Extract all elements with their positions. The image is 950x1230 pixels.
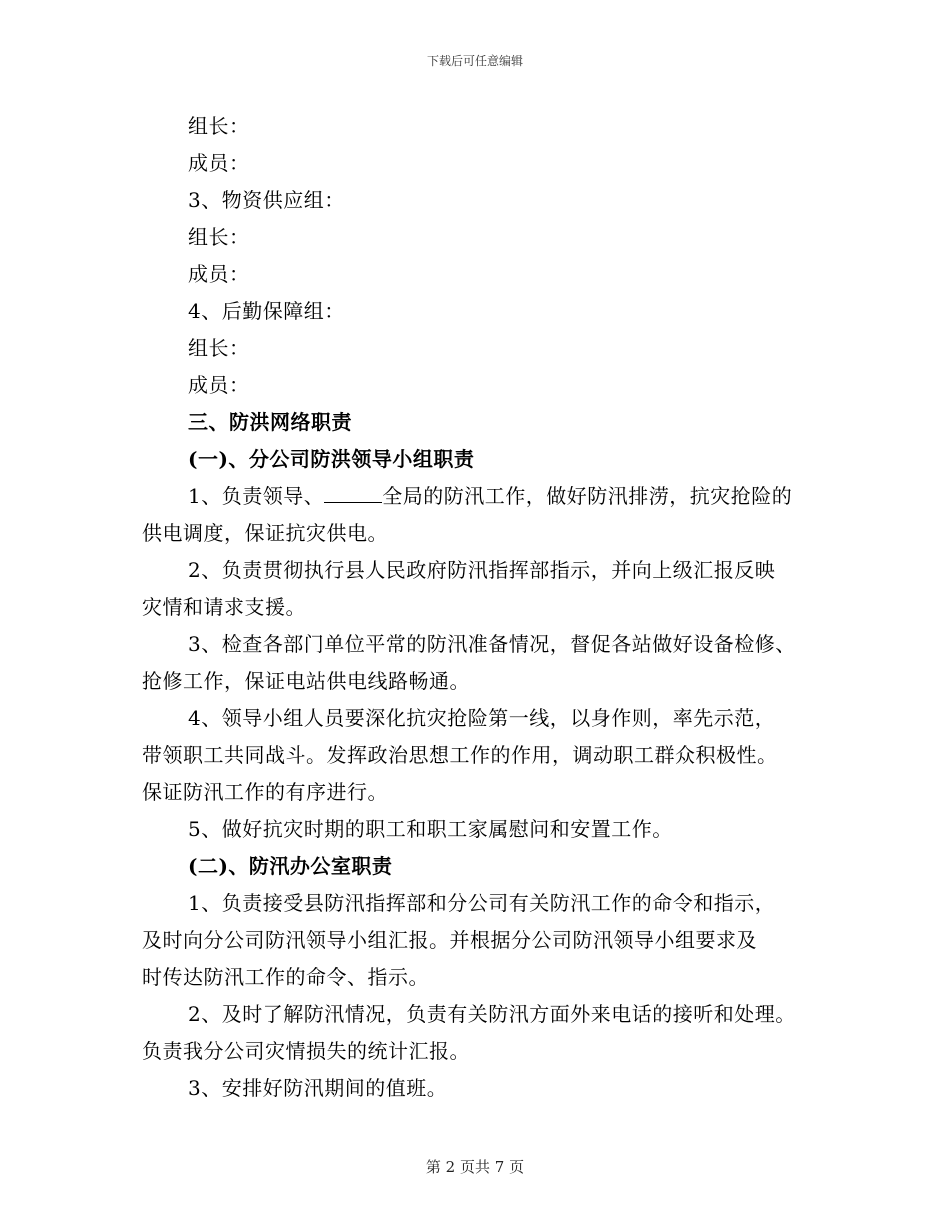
page-header: 下载后可任意编辑 (426, 54, 523, 68)
paragraph-line: 及时向分公司防汛领导小组汇报。并根据分公司防汛领导小组要求及 (142, 928, 757, 952)
blank-underline (324, 484, 382, 503)
text-line: 组长： (188, 336, 250, 360)
text-line: 成员： (188, 373, 250, 397)
paragraph-line: 1、负责接受县防汛指挥部和分公司有关防汛工作的命令和指示， (188, 891, 776, 915)
paragraph-line: 4、领导小组人员要深化抗灾抢险第一线，以身作则，率先示范， (188, 706, 776, 730)
subsection-heading: (一)、分公司防洪领导小组职责 (188, 447, 475, 471)
text-line: 组长： (188, 225, 250, 249)
paragraph-line: 带领职工共同战斗。发挥政治思想工作的作用，调动职工群众积极性。 (142, 743, 778, 767)
paragraph-line: 时传达防汛工作的命令、指示。 (142, 965, 429, 989)
paragraph-line: 2、及时了解防汛情况，负责有关防汛方面外来电话的接听和处理。 (188, 1002, 796, 1026)
text-line: 成员： (188, 262, 250, 286)
text-line: 4、后勤保障组： (188, 299, 345, 323)
paragraph-line: 保证防汛工作的有序进行。 (142, 780, 388, 804)
section-heading: 三、防洪网络职责 (188, 410, 352, 434)
paragraph-line (142, 478, 822, 515)
page-number: 第 2 页共 7 页 (425, 1158, 525, 1176)
subsection-heading: (二)、防汛办公室职责 (188, 854, 393, 878)
document-body (142, 108, 822, 1107)
text-line: 组长： (188, 114, 250, 138)
paragraph-line: 3、安排好防汛期间的值班。 (188, 1076, 448, 1100)
paragraph-line: 灾情和请求支援。 (142, 595, 306, 619)
paragraph-line: 供电调度，保证抗灾供电。 (142, 521, 388, 545)
text-line: 成员： (188, 151, 250, 175)
paragraph-line: 5、做好抗灾时期的职工和职工家属慰问和安置工作。 (188, 817, 673, 841)
paragraph-line: 负责我分公司灾情损失的统计汇报。 (142, 1039, 470, 1063)
paragraph-line: 抢修工作，保证电站供电线路畅通。 (142, 669, 470, 693)
paragraph-line: 3、检查各部门单位平常的防汛准备情况，督促各站做好设备检修、 (188, 632, 796, 656)
text-line: 3、物资供应组： (188, 188, 345, 212)
paragraph-line: 2、负责贯彻执行县人民政府防汛指挥部指示，并向上级汇报反映 (188, 558, 776, 582)
paragraph-text: 1、负责领导、 (188, 484, 325, 508)
paragraph-text: 全局的防汛工作，做好防汛排涝，抗灾抢险的 (382, 484, 793, 508)
